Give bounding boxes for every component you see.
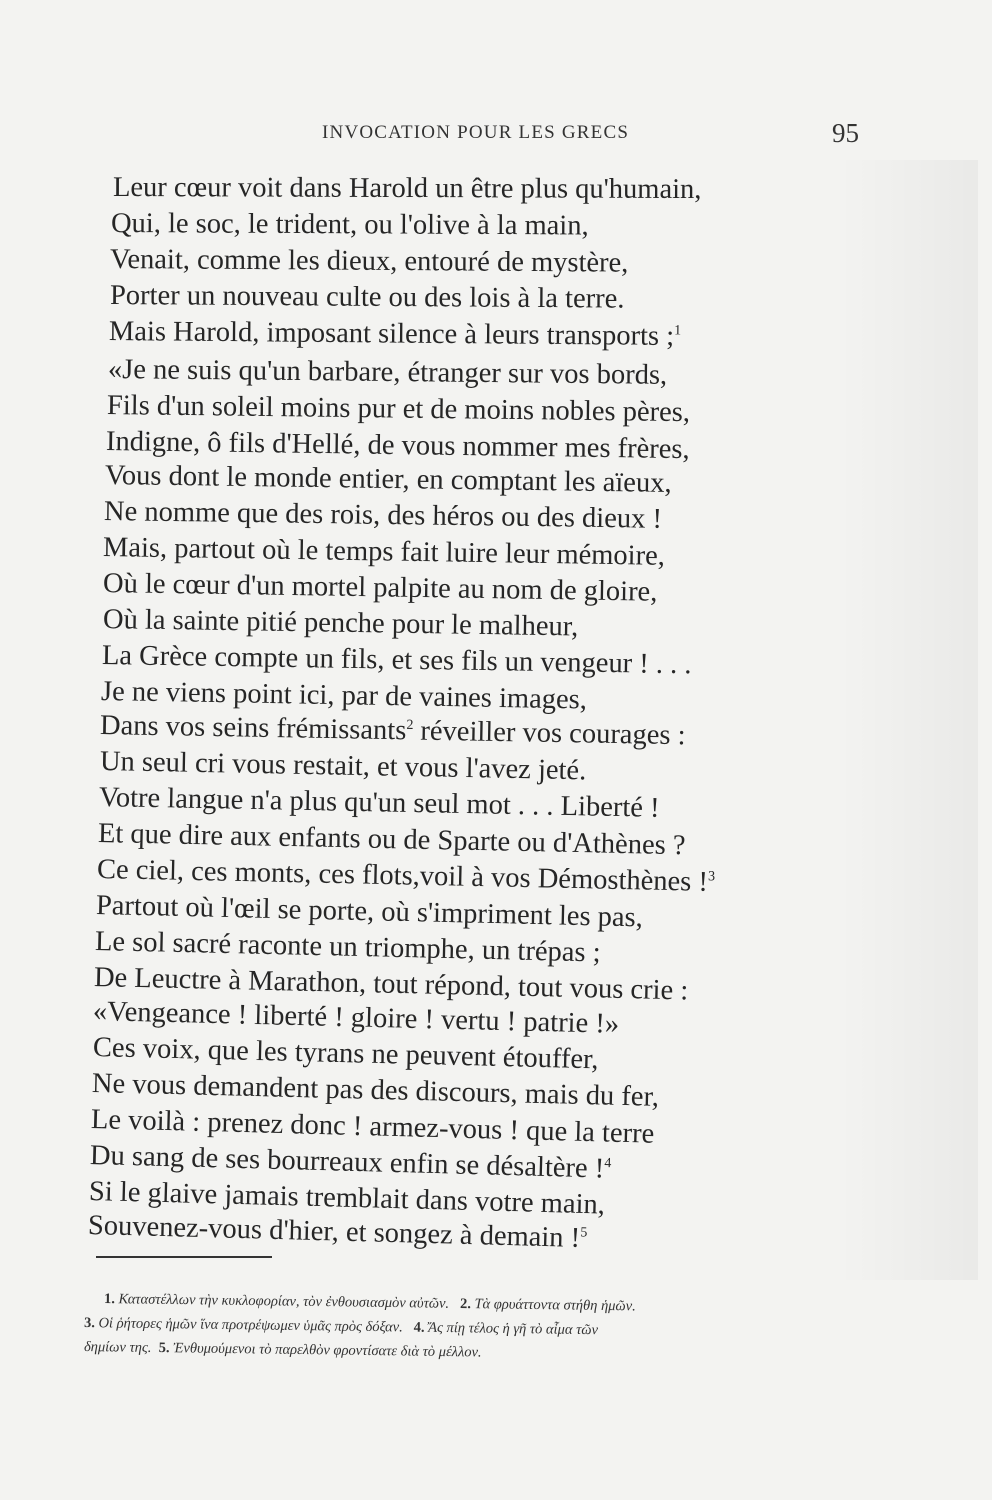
poem-line: La Grèce compte un fils, et ses fils un vengeur ! . . . — [101, 640, 692, 681]
poem-line: «Je ne suis qu'un barbare, étranger sur vos bords, — [107, 354, 668, 391]
footnote-number: 2. — [459, 1295, 471, 1313]
poem-line-text: Dans vos seins frémissants — [99, 710, 407, 747]
poem-line: Ne nomme que des rois, des héros ou des dieux ! — [103, 496, 663, 535]
poem-line-text: Ce ciel, ces monts, ces flots,voil à vos Démosthènes ! — [96, 854, 709, 898]
poem-line: Fils d'un soleil moins pur et de moins nobles pères, — [106, 390, 691, 429]
poem-line: Un seul cri vous restait, et vous l'avez jeté. — [99, 746, 587, 787]
poem-line-text: Du sang de ses bourreaux enfin se désaltère ! — [89, 1140, 605, 1185]
poem-line-text: réveiller vos courages : — [413, 715, 686, 752]
poem-line: Qui, le soc, le trident, ou l'olive à la main, — [110, 208, 589, 242]
poem-line: Vous dont le monde entier, en comptant les aïeux, — [104, 460, 672, 499]
page-number: 95 — [832, 118, 859, 148]
footnote-line — [84, 1314, 598, 1339]
poem-line: Mais, partout où le temps fait luire leur mémoire, — [102, 532, 666, 572]
running-title: INVOCATION POUR LES GRECS — [322, 122, 630, 143]
footnote-text: Τὰ φρυάττοντα στήθη ἡμῶν. — [474, 1296, 636, 1315]
poem-line-text: Mais Harold, imposant silence à leurs transports ; — [108, 316, 675, 352]
poem-line: «Vengeance ! liberté ! gloire ! vertu ! patrie !» — [92, 996, 620, 1040]
poem-line: Indigne, ô fils d'Hellé, de vous nommer mes frères, — [105, 426, 690, 466]
poem-line: De Leuctre à Marathon, tout répond, tout vous crie : — [93, 962, 689, 1007]
poem-line: Où le cœur d'un mortel palpite au nom de gloire, — [102, 568, 658, 608]
footnote-text: Καταστέλλων τὴν κυκλοφορίαν, τὸν ἐνθουσιασμὸν αὐτῶν. — [118, 1291, 450, 1312]
poem-line: Ces voix, que les tyrans ne peuvent étouffer, — [92, 1032, 599, 1076]
footnote-number: 3. — [83, 1315, 95, 1332]
footnote-line — [84, 1338, 482, 1362]
poem-line: Où la sainte pitié penche pour le malheur, — [102, 604, 579, 643]
poem-line: Ne vous demandent pas des discours, mais du fer, — [91, 1068, 660, 1113]
facing-page-bleed-through — [838, 160, 978, 1280]
footnote-separator — [96, 1256, 272, 1258]
poem-line-text: Souvenez-vous d'hier, et songez à demain ! — [87, 1210, 581, 1254]
poem-line: Venait, comme les dieux, entouré de mystère, — [109, 244, 629, 279]
footnote-mark: 3 — [707, 869, 716, 885]
poem-line — [100, 710, 686, 752]
footnote-text: δημίων της. — [83, 1339, 152, 1356]
footnote-mark: 2 — [406, 717, 414, 733]
poem-line: Porter un nouveau culte ou des lois à la terre. — [109, 280, 625, 315]
footnote-text: Οἱ ῥήτορες ἡμῶν ἵνα προτρέψωμεν ὑμᾶς πρὸς δόξαν. — [98, 1315, 403, 1336]
footnote-mark: 5 — [580, 1225, 588, 1241]
footnote-number: 4. — [413, 1319, 425, 1336]
footnote-number: 1. — [103, 1291, 115, 1308]
footnote-text: Ἐνθυμούμενοι τὸ παρελθὸν φροντίσατε διὰ τὸ μέλλον. — [173, 1340, 482, 1361]
poem-line: Le sol sacré raconte un triomphe, un trépas ; — [94, 926, 601, 969]
footnote-mark: 4 — [604, 1155, 612, 1172]
footnote-number: 5. — [158, 1340, 170, 1357]
poem-line: Partout où l'œil se porte, où s'impriment les pas, — [95, 890, 644, 934]
footnote-mark: 1 — [674, 323, 682, 339]
poem-line: Le voilà : prenez donc ! armez-vous ! que la terre — [90, 1104, 655, 1150]
poem-line: Je ne viens point ici, par de vaines images, — [100, 676, 588, 716]
poem-line: Si le glaive jamais tremblait dans votre main, — [88, 1176, 606, 1221]
footnote-line — [104, 1290, 636, 1315]
footnote-text: Ἄς πίῃ τέλος ἡ γῆ τὸ αἷμα τῶν — [428, 1319, 599, 1339]
poem-line — [109, 316, 681, 353]
poem-line: Leur cœur voit dans Harold un être plus qu'humain, — [112, 172, 702, 206]
poem-line: Votre langue n'a plus qu'un seul mot . . . Liberté ! — [98, 782, 660, 824]
poem-line: Et que dire aux enfants ou de Sparte ou d'Athènes ? — [97, 818, 686, 862]
